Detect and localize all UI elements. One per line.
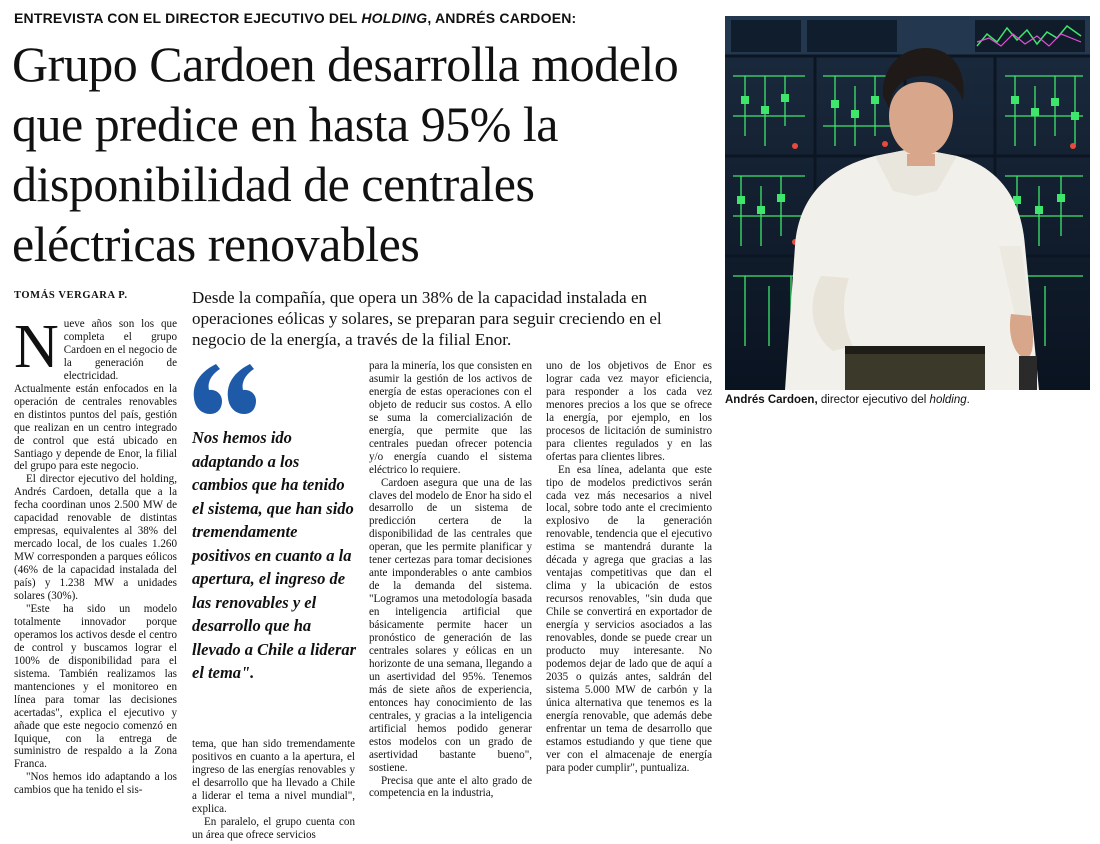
deck: Desde la compañía, que opera un 38% de la capacidad instalada en operaciones eólicas y solares, se preparan para seguir creciendo en el negocio de la energía, a través de la filial Enor.	[192, 288, 662, 349]
body-column-2	[192, 738, 355, 842]
article-kicker: ENTREVISTA CON EL DIRECTOR EJECUTIVO DEL HOLDING, ANDRÉS CARDOEN:	[14, 10, 577, 26]
body-column-3	[369, 360, 532, 800]
body-paragraph: tema, que han sido tremendamente positivos en cuanto a la apertura, el ingreso de las energías renovables y el desarrollo que ha llevado a Chile a liderar el tema a nivel mundial", explica.	[192, 738, 355, 815]
body-paragraph: El director ejecutivo del holding, Andrés Cardoen, detalla que a la fecha coordinan unos 2.500 MW de capacidad renovable de distintas empresas, equivalentes al 38% del mercado local, de los cuales 1.260 MW corresponden a parques eólicos (46% de la capacidad instalada del país) y 1.238 MW a unidades solares (30%).	[14, 473, 177, 603]
body-paragraph: "Este ha sido un modelo totalmente innovador porque operamos los activos desde el centro de control y buscamos lograr el 100% de disponibilidad para el sistema. También realizamos las mantenciones y el monitoreo en línea para tomar las decisiones acertadas", explica el ejecutivo y añade que este negocio comenzó en Iquique, con la entrega de suministro de respaldo a la Zona Franca.	[14, 602, 177, 771]
body-paragraph: "Nos hemos ido adaptando a los cambios que ha tenido el sis-	[14, 771, 177, 797]
body-column-1	[14, 313, 177, 797]
body-paragraph: En esa línea, adelanta que este tipo de modelos predictivos serán cada vez más necesarios a nivel local, sobre todo ante el crecimiento explosivo de la generación renovable, tendencia que el ejecutivo estima se mantendrá durante la década y agrega que gracias a las ventajas competitivas que dan el clima y la ubicación de estos recursos renovables, "sin duda que Chile se convertirá en exportador de energía y servicios asociados a las renovables, donde se puede crear un producto muy interesante. No podemos dejar de lado que de aquí a 2035 o quizás antes, saldrán del sistema 5.000 MW de carbón y la única alternativa que tenemos es la energía renovable, que además debe enfrentar un tema de desarrollo que estamos estudiando y que tiene que ver con el almacenaje de energía para poder cumplir", puntualiza.	[546, 463, 712, 774]
body-column-4	[546, 360, 712, 775]
body-paragraph: Nueve años son los que completa el grupo Cardoen en el negocio de la generación de electricidad. Actualmente están enfocados en la operación de centrales renovables en distintos puntos del país, gestión que realizan en un centro integrado de control que está ubicado en Santiago y depende de Enor, la filial del grupo para este negocio.	[14, 313, 177, 473]
portrait-photo	[725, 16, 1090, 390]
drop-cap: N	[14, 313, 59, 381]
quote-mark-icon	[188, 360, 258, 416]
control-room-illustration	[725, 16, 1090, 390]
headline: Grupo Cardoen desarrolla modelo que predice en hasta 95% la disponibilidad de centrales eléctricas renovables	[12, 36, 679, 272]
body-paragraph: para la minería, los que consisten en asumir la gestión de los activos de energía de estas operaciones con el objeto de reducir sus costos. A ello se suma la comercialización de energía, que permite que las centrales puedan ofrecer potencia y/o energía cuando el sistema eléctrico lo requiere.	[369, 360, 532, 476]
photo-caption: Andrés Cardoen, director ejecutivo del holding.	[725, 394, 970, 406]
kicker-holding: HOLDING	[361, 10, 428, 26]
byline: TOMÁS VERGARA P.	[14, 290, 128, 301]
body-paragraph: uno de los objetivos de Enor es lograr cada vez mayor eficiencia, para responder a los cada vez menores precios a los que se ofrece la energía, por ejemplo, en los procesos de licitación de suministro para clientes regulados y en las ofertas para clientes libres.	[546, 360, 712, 463]
body-paragraph: Precisa que ante el alto grado de competencia en la industria,	[369, 774, 532, 800]
pull-quote: Nos hemos ido adaptando a los cambios que ha tenido el sistema, que han sido tremendamente positivos en cuanto a la apertura, el ingreso de las renovables y el desarrollo que ha llevado a Chile a liderar el tema".	[192, 428, 357, 682]
body-paragraph: En paralelo, el grupo cuenta con un área que ofrece servicios	[192, 815, 355, 841]
body-paragraph: Cardoen asegura que una de las claves del modelo de Enor ha sido el desarrollo de un sistema de predicción certera de la disponibilidad de las centrales que operan, que les permite planificar y tener certezas para tomar decisiones ante imponderables o ante cambios de la demanda del sistema. "Logramos una metodología basada en inteligencia artificial que básicamente permite hacer un pronóstico de generación de las centrales solares y eólicas en un horizonte de una semana, llegando a un asertividad del 95%. Tenemos más de siete años de experiencia, entonces hay conocimiento de las centrales, y gracias a la inteligencia artificial hemos podido generar estos modelos con un grado de asertividad bastante bueno", sostiene.	[369, 476, 532, 774]
